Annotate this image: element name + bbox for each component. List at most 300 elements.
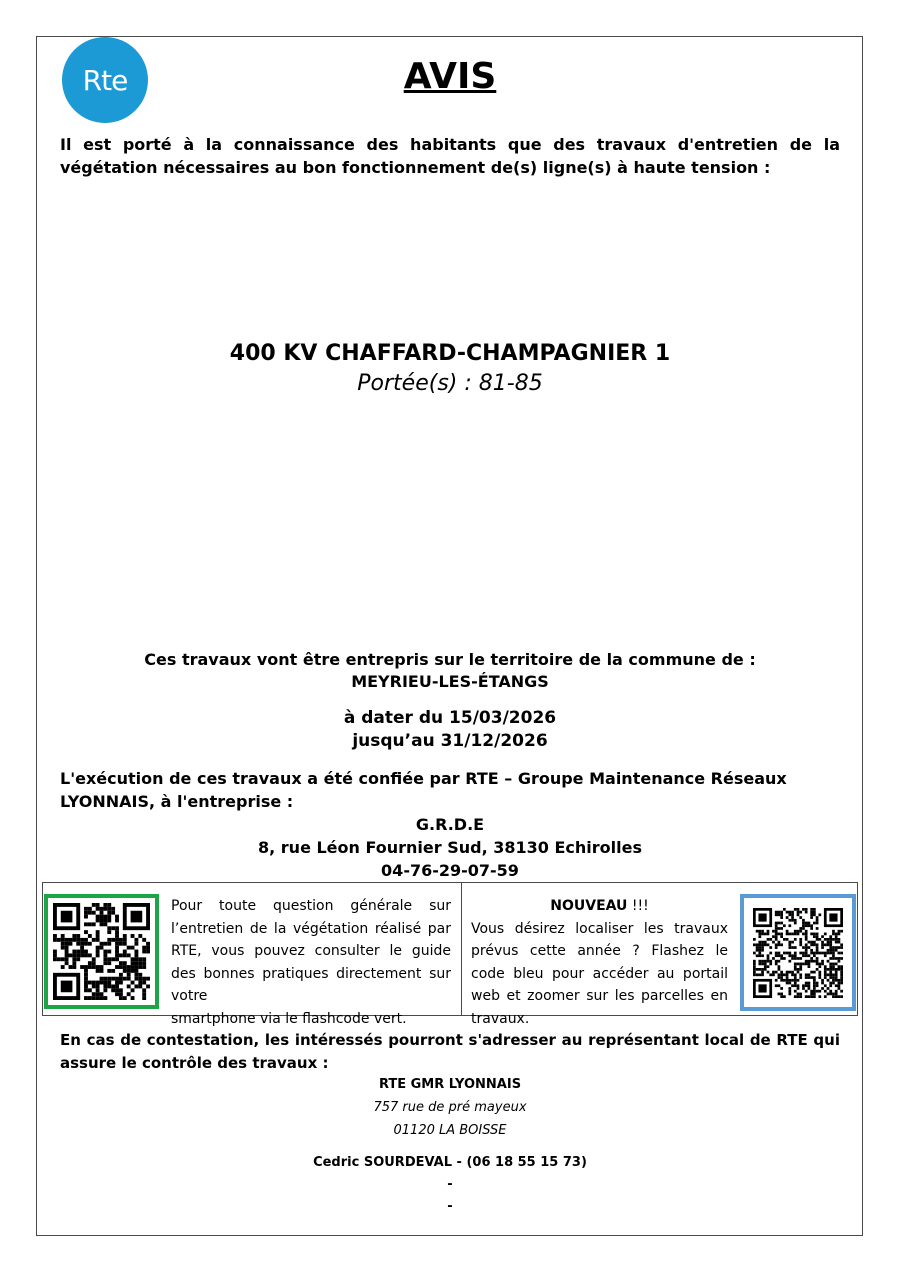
qr-module [103,988,107,992]
qr-module [772,957,775,960]
qr-module [827,951,830,954]
qr-module [772,929,775,932]
qr-module [134,950,138,954]
qr-module [780,970,783,973]
qr-module [816,948,819,951]
qr-module [827,940,830,943]
qr-module [134,942,138,946]
qr-module [838,959,841,962]
qr-module [84,977,88,981]
qr-module [115,930,119,934]
qr-module [103,903,107,907]
qr-module [840,995,843,998]
qr-module [57,938,61,942]
qr-module [835,976,838,979]
qr-module [53,934,57,938]
qr-module [832,995,835,998]
qr-module [816,932,819,935]
qr-module [778,940,781,943]
qr-module [808,995,811,998]
qr-module [818,938,821,941]
qr-module [821,943,824,946]
qr-module [818,965,821,968]
qr-module [107,903,111,907]
qr-module [775,984,778,987]
qr-module [84,969,88,973]
qr-module [115,977,119,981]
qr-module [808,921,811,924]
qr-module [100,907,104,911]
qr-module [832,973,835,976]
qr-module [778,954,781,957]
qr-module [821,959,824,962]
qr-module [123,996,127,1000]
qr-module [813,940,816,943]
qr-module [758,940,761,943]
company-phone: 04-76-29-07-59 [381,861,519,880]
qr-module [753,973,756,976]
qr-module [835,973,838,976]
qr-module [810,908,813,911]
qr-module [780,976,783,979]
qr-module [816,989,819,992]
qr-module [131,961,135,965]
qr-module [816,927,819,930]
qr-module [100,911,104,915]
qr-module [821,951,824,954]
qr-module [131,981,135,985]
qr-module [758,948,761,951]
qr-module [816,957,819,960]
qr-module [123,961,127,965]
qr-module [780,932,783,935]
qr-module [816,918,819,921]
qr-module [805,924,808,927]
qr-module [65,938,69,942]
qr-module [142,946,146,950]
qr-module [805,962,808,965]
qr-module [799,943,802,946]
qr-module [802,924,805,927]
qr-module [794,932,797,935]
qr-module [134,977,138,981]
qr-module [799,976,802,979]
qr-module [797,978,800,981]
qr-module [96,965,100,969]
qr-module [794,954,797,957]
qr-module [805,932,808,935]
qr-module [123,942,127,946]
qr-module [797,957,800,960]
qr-module [799,957,802,960]
qr-module [808,981,811,984]
qr-module [769,959,772,962]
qr-module [772,970,775,973]
qr-module [799,916,802,919]
qr-module [805,908,808,911]
qr-module [753,959,756,962]
qr-module [827,973,830,976]
qr-module [799,962,802,965]
qr-module [805,929,808,932]
qr-module [829,940,832,943]
green-qr-code[interactable] [44,894,159,1009]
qr-module [794,976,797,979]
qr-module [835,995,838,998]
qr-module [799,992,802,995]
qr-module [808,954,811,957]
qr-module [778,921,781,924]
qr-module [123,950,127,954]
qr-module [829,948,832,951]
qr-module [829,992,832,995]
qr-module [816,935,819,938]
qr-module [138,981,142,985]
qr-module [805,921,808,924]
qr-module [829,938,832,941]
qr-module [829,965,832,968]
qr-module [123,977,127,981]
qr-module [813,910,816,913]
qr-module [802,987,805,990]
representative-city: 01120 LA BOISSE [393,1123,507,1138]
qr-module [138,984,142,988]
qr-module [131,965,135,969]
qr-module [788,910,791,913]
qr-module [780,943,783,946]
qr-module [119,996,123,1000]
qr-module [794,929,797,932]
qr-module [92,965,96,969]
qr-module [824,951,827,954]
qr-module [775,962,778,965]
qr-module [794,989,797,992]
qr-module [824,989,827,992]
qr-finder [758,984,766,992]
qr-module [76,950,80,954]
qr-module [827,978,830,981]
qr-module [134,984,138,988]
qr-module [92,922,96,926]
qr-module [780,916,783,919]
qr-module [808,984,811,987]
portal-text [471,895,728,1030]
qr-module [805,910,808,913]
qr-module [794,921,797,924]
qr-module [756,929,759,932]
qr-module [96,919,100,923]
qr-module [786,951,789,954]
qr-module [65,950,69,954]
qr-module [799,995,802,998]
qr-module [813,978,816,981]
qr-module [103,996,107,1000]
qr-module [813,981,816,984]
qr-module [96,950,100,954]
qr-module [813,913,816,916]
qr-module [115,950,119,954]
qr-module [780,992,783,995]
qr-module [127,977,131,981]
qr-module [115,942,119,946]
qr-module [835,948,838,951]
qr-module [134,938,138,942]
qr-module [761,940,764,943]
dash-line-1: - [447,1177,453,1192]
qr-module [840,943,843,946]
qr-module [808,965,811,968]
qr-module [115,938,119,942]
qr-module [799,938,802,941]
qr-module [767,959,770,962]
qr-module [107,950,111,954]
representative-street: 757 rue de pré mayeux [373,1100,527,1115]
qr-module [103,942,107,946]
qr-module [816,943,819,946]
qr-module [100,996,104,1000]
qr-module [778,913,781,916]
qr-module [775,927,778,930]
qr-module [813,921,816,924]
qr-module [119,942,123,946]
qr-module [835,992,838,995]
qr-module [810,927,813,930]
qr-module [76,957,80,961]
qr-module [127,973,131,977]
qr-module [761,968,764,971]
qr-module [84,965,88,969]
qr-module [96,934,100,938]
qr-module [832,932,835,935]
qr-module [832,957,835,960]
qr-module [107,911,111,915]
qr-module [778,959,781,962]
qr-module [76,934,80,938]
qr-module [816,962,819,965]
power-line-name: 400 KV CHAFFARD-CHAMPAGNIER 1 [229,341,671,366]
qr-module [788,918,791,921]
qr-module [799,968,802,971]
portal-text-body: Vous désirez localiser les travaux prévus cette année ? Flashez le code bleu pour accéder au portail web et zoomer sur les parcelles en travaux. [471,920,728,1027]
qr-module [840,946,843,949]
qr-module [96,907,100,911]
qr-module [832,968,835,971]
qr-module [794,918,797,921]
qr-module [96,969,100,973]
qr-module [103,981,107,985]
qr-module [115,915,119,919]
qr-module [783,924,786,927]
qr-module [107,984,111,988]
qr-module [840,951,843,954]
qr-module [824,938,827,941]
qr-module [115,965,119,969]
qr-module [123,969,127,973]
qr-module [758,962,761,965]
qr-module [96,996,100,1000]
qr-module [791,946,794,949]
qr-module [778,910,781,913]
qr-module [96,953,100,957]
qr-module [127,992,131,996]
qr-module [88,907,92,911]
qr-module [835,978,838,981]
qr-module [808,940,811,943]
power-line-spans: Portée(s) : 81-85 [357,371,543,396]
qr-module [780,913,783,916]
qr-module [100,981,104,985]
qr-module [786,910,789,913]
qr-module [764,959,767,962]
qr-module [84,911,88,915]
qr-module [786,938,789,941]
qr-module [761,946,764,949]
qr-module [100,992,104,996]
qr-module [813,935,816,938]
qr-module [805,973,808,976]
qr-module [103,950,107,954]
qr-module [772,973,775,976]
qr-module [115,946,119,950]
qr-module [810,957,813,960]
qr-module [758,935,761,938]
qr-module [810,976,813,979]
qr-module [838,929,841,932]
qr-module [146,984,150,988]
qr-module [88,911,92,915]
qr-module [824,954,827,957]
qr-module [778,976,781,979]
qr-module [111,911,115,915]
qr-module [816,984,819,987]
qr-module [838,951,841,954]
qr-module [791,940,794,943]
qr-module [107,938,111,942]
qr-module [764,940,767,943]
qr-module [57,957,61,961]
qr-module [829,981,832,984]
qr-module [80,942,84,946]
territory-label: Ces travaux vont être entrepris sur le territoire de la commune de : [144,650,756,669]
qr-module [797,987,800,990]
qr-module [794,962,797,965]
qr-module [96,992,100,996]
qr-module [92,996,96,1000]
qr-module [824,973,827,976]
qr-module [838,978,841,981]
qr-module [818,976,821,979]
qr-module [827,938,830,941]
qr-module [840,976,843,979]
qr-module [123,938,127,942]
qr-module [797,910,800,913]
qr-module [84,938,88,942]
qr-module [786,970,789,973]
blue-qr-pattern [753,908,843,998]
qr-module [835,946,838,949]
qr-module [835,935,838,938]
qr-module [134,957,138,961]
qr-module [775,910,778,913]
qr-module [810,959,813,962]
qr-module [835,984,838,987]
date-from: à dater du 15/03/2026 [343,708,557,728]
qr-module [107,926,111,930]
qr-module [775,954,778,957]
qr-module [838,984,841,987]
qr-module [753,970,756,973]
qr-module [138,965,142,969]
qr-module [84,953,88,957]
qr-module [61,946,65,950]
qr-module [797,913,800,916]
qr-module [761,959,764,962]
qr-module [794,965,797,968]
qr-module [829,973,832,976]
qr-module [123,965,127,969]
qr-module [840,968,843,971]
qr-module [115,981,119,985]
qr-module [835,962,838,965]
qr-module [131,957,135,961]
qr-module [794,981,797,984]
blue-qr-code[interactable] [740,894,856,1011]
qr-module [758,951,761,954]
qr-module [134,961,138,965]
contest-paragraph: En cas de contestation, les intéressés pourront s'adresser au représentant local de RTE qui assure le contrôle des travaux : [60,1031,840,1072]
qr-module [813,970,816,973]
qr-module [824,968,827,971]
qr-module [840,929,843,932]
qr-module [92,992,96,996]
qr-module [100,946,104,950]
qr-module [61,957,65,961]
qr-module [65,957,69,961]
qr-module [829,976,832,979]
qr-module [115,953,119,957]
qr-module [142,965,146,969]
qr-module [84,907,88,911]
qr-module [788,989,791,992]
qr-module [816,921,819,924]
qr-module [127,984,131,988]
qr-module [84,988,88,992]
qr-module [80,953,84,957]
qr-module [799,927,802,930]
qr-module [794,968,797,971]
qr-module [100,977,104,981]
qr-module [810,970,813,973]
qr-module [827,987,830,990]
qr-module [838,981,841,984]
qr-module [821,935,824,938]
qr-module [808,962,811,965]
representative-contact: Cedric SOURDEVAL - (06 18 55 15 73) [313,1155,587,1170]
qr-module [788,970,791,973]
qr-module [805,995,808,998]
qr-module [827,992,830,995]
qr-module [764,962,767,965]
qr-module [794,978,797,981]
qr-module [813,987,816,990]
qr-finder [61,911,73,923]
qr-module [780,921,783,924]
qr-module [96,946,100,950]
qr-module [142,938,146,942]
qr-module [772,935,775,938]
qr-module [767,954,770,957]
qr-module [829,935,832,938]
